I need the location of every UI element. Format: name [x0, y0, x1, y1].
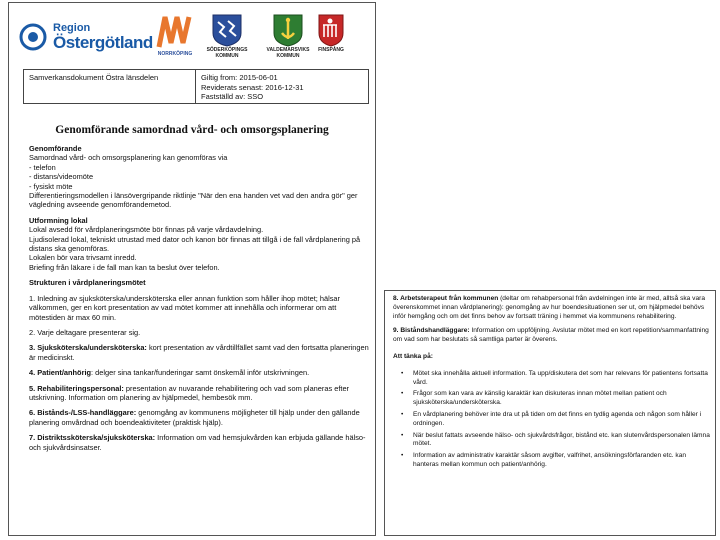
- region-name-line2: Östergötland: [53, 33, 153, 52]
- municipality-soderkoping: [205, 13, 249, 59]
- region-ostergotland-logo: [19, 17, 153, 57]
- doc-dates: [196, 70, 368, 103]
- utformning-line: Lokal avsedd för vårdplaneringsmöte bör finnas på varje vårdavdelning.: [29, 225, 264, 235]
- think-about-list: [393, 370, 711, 470]
- municipality-finspang: [317, 13, 345, 53]
- struktur-item: 5. Rehabiliteringspersonal: presentation av nuvarande rehabilitering och vad som planeras efter utskrivning. Information om planering av hjälpmedel, hembesök mm.: [29, 383, 350, 402]
- section-heading-genomforande: Genomförande: [29, 144, 82, 153]
- struktur-item: 1. Inledning av sjuksköterska/undersköterska eller annan funktion som håller ihop mötet; hälsar välkommen, ger en kort presentation av vad mötet kommer att innehålla och informerar om att mötestiden är max 60 min.: [29, 293, 340, 322]
- valdemarsvik-crest-icon: [272, 13, 304, 47]
- section-heading-utformning: Utformning lokal: [29, 215, 88, 225]
- municipality-label: FINSPÅNG: [318, 47, 344, 53]
- genomforande-line: Samordnad vård- och omsorgsplanering kan genomföras via: [29, 153, 228, 163]
- valid-from: Giltig from: 2015-06-01: [201, 73, 278, 82]
- document-body: [29, 144, 371, 458]
- struktur-item: 2. Varje deltagare presenterar sig.: [29, 327, 141, 337]
- struktur-item: 4. Patient/anhörig: delger sina tankar/funderingar samt önskemål inför utskrivningen.: [29, 368, 310, 378]
- list-item: • Frågor som kan vara av känslig karaktär kan diskuteras innan mötet mellan patient och sjuksköterska/undersköterska.: [393, 390, 711, 408]
- list-item: • När beslut fattats avseende hälso- och sjukvårdsfrågor, bistånd etc. kan slutenvårdspersonalen lämna mötet.: [393, 432, 711, 450]
- document-page-2: [384, 290, 716, 536]
- list-item: • Mötet ska innehålla aktuell information. Ta upp/diskutera det som har relevans för patientens fortsatta vård.: [393, 370, 711, 388]
- genomforande-line: Differentieringsmodellen i länsövergripande riktlinje "När den ena handen vet vad den andra gör" ger vägledning avseende genomförandemetod.: [29, 191, 358, 210]
- norrkoping-crest-icon: [155, 13, 195, 51]
- section-heading-struktur: Strukturen i vårdplaneringsmötet: [29, 278, 146, 288]
- region-name-line1: Region: [53, 22, 91, 34]
- document-info-box: [23, 69, 369, 104]
- utformning-line: Ljudisolerad lokal, tekniskt utrustad med dator och kanon bör finnas att tillgå i de fall vårdplanering på distans ska genomföras.: [29, 234, 361, 254]
- municipality-label: NORRKÖPING: [157, 51, 193, 57]
- list-item: • Information av administrativ karaktär såsom avgifter, valfrihet, ansökningsförfaranden etc. kan hanteras mellan kommun och patient/anhörig.: [393, 452, 711, 470]
- list-item: • En vårdplanering behöver inte dra ut på tiden om det finns en tydlig agenda och någon som håller i ordningen.: [393, 411, 711, 429]
- approved-by: Fastställd av: SSO: [201, 92, 264, 101]
- struktur-item: 7. Distriktssköterska/sjuksköterska: Information om vad hemsjukvården kan erbjuda gällande hälso- och sjukvårdsinsatser.: [29, 433, 366, 452]
- page-title: Genomförande samordnad vård- och omsorgsplanering: [55, 124, 329, 136]
- region-ostergotland-mark-icon: [19, 23, 47, 51]
- doc-type: Samverkansdokument Östra länsdelen: [24, 70, 196, 103]
- municipality-label: SÖDERKÖPINGS KOMMUN: [206, 47, 248, 59]
- genomforande-line: - telefon: [29, 162, 56, 172]
- municipality-norrkoping: [155, 13, 195, 57]
- utformning-line: Lokalen bör vara trivsamt inredd.: [29, 253, 137, 263]
- revised-date: Reviderats senast: 2016-12-31: [201, 82, 304, 92]
- document-page-1: [8, 2, 376, 536]
- struktur-item: 9. Biståndshandläggare: Information om uppföljning. Avslutar mötet med en kort repetition/sammanfattning om vad som har beslutats så samtliga parter är överens.: [393, 327, 709, 344]
- struktur-item: 6. Bistånds-/LSS-handläggare: genomgång av kommunens möjligheter till hjälp under den gällande planering omvårdnad och boendeaktiviteter (praktisk hjälp).: [29, 408, 360, 427]
- logo-header: [9, 3, 375, 65]
- genomforande-line: - distans/videomöte: [29, 172, 94, 182]
- struktur-item: 8. Arbetsterapeut från kommunen (deltar om rehabpersonal från avdelningen inte är med, alltså ska vara överenskommet innan vårdplanering): genomgång av hur boendesituationen ser ut, om hjälpmedel behövs inför hemgång och om det finns behov av fortsatt träning i hemmet via kommunens rehabilitering.: [393, 295, 705, 320]
- municipality-valdemarsvik: [259, 13, 317, 59]
- document-body-continued: [393, 295, 711, 473]
- think-about-heading: Att tänka på:: [393, 352, 433, 360]
- struktur-item: 3. Sjuksköterska/undersköterska: kort presentation av vårdtillfället samt vad den fortsatta planeringen är medicinskt.: [29, 343, 369, 362]
- soderkoping-crest-icon: [210, 13, 244, 47]
- utformning-line: Briefing från läkare i de fall man kan ta beslut över telefon.: [29, 262, 220, 272]
- finspang-crest-icon: [317, 13, 345, 47]
- genomforande-line: - fysiskt möte: [29, 181, 73, 191]
- municipality-label: VALDEMARSVIKS KOMMUN: [266, 47, 310, 59]
